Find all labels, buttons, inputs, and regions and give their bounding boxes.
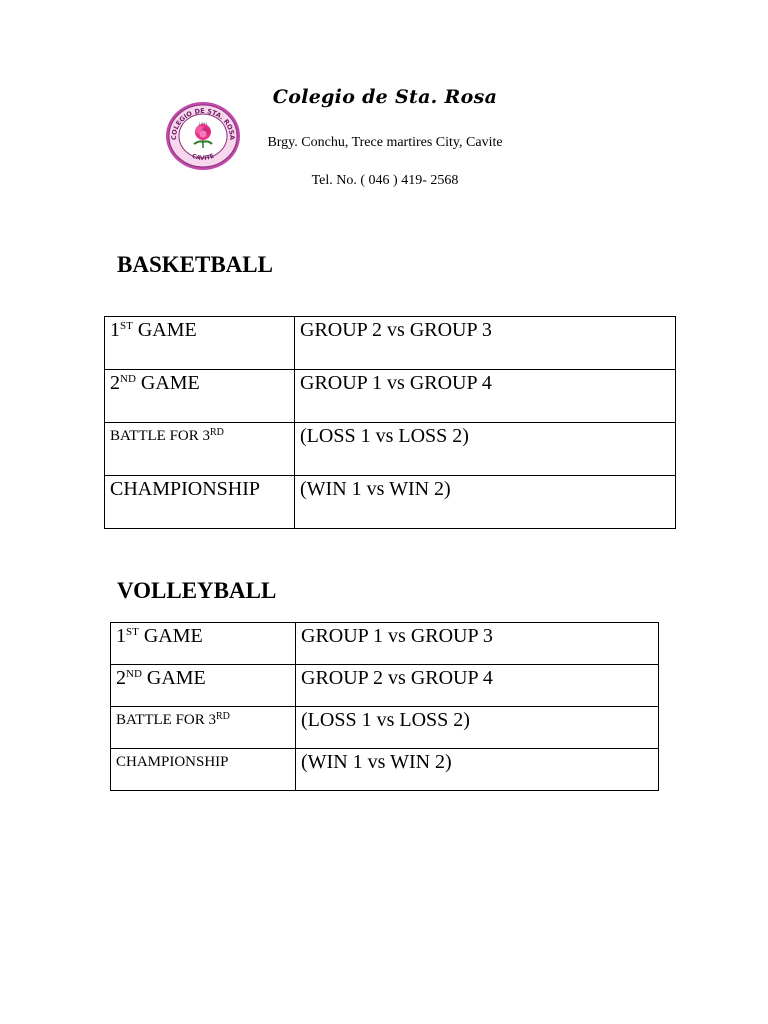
game-label-cell: BATTLE FOR 3RD	[105, 423, 295, 476]
game-label-cell: CHAMPIONSHIP	[105, 476, 295, 529]
logo-top-text: COLEGIO DE STA. ROSA	[169, 106, 237, 141]
matchup-cell: (LOSS 1 vs LOSS 2)	[295, 423, 676, 476]
table-row	[111, 665, 659, 707]
game-label-cell: CHAMPIONSHIP	[111, 749, 296, 791]
basketball-schedule-table	[104, 316, 676, 529]
table-row	[105, 476, 676, 529]
table-row	[111, 749, 659, 791]
table-row	[105, 423, 676, 476]
school-address: Brgy. Conchu, Trece martires City, Cavite	[267, 135, 503, 150]
table-row	[105, 370, 676, 423]
matchup-cell: GROUP 2 vs GROUP 4	[296, 665, 659, 707]
school-name: Colegio de Sta. Rosa	[272, 86, 498, 108]
matchup-cell: GROUP 2 vs GROUP 3	[295, 317, 676, 370]
volleyball-schedule-table	[110, 622, 659, 791]
game-label-cell: 1ST GAME	[105, 317, 295, 370]
matchup-cell: GROUP 1 vs GROUP 4	[295, 370, 676, 423]
table-row	[111, 707, 659, 749]
table-row	[111, 623, 659, 665]
logo-year: 1991	[198, 122, 208, 126]
matchup-cell: (WIN 1 vs WIN 2)	[296, 749, 659, 791]
logo-bottom-text: CAVITE	[190, 152, 216, 162]
matchup-cell: (LOSS 1 vs LOSS 2)	[296, 707, 659, 749]
game-label-cell: 2ND GAME	[111, 665, 296, 707]
basketball-title: BASKETBALL	[117, 252, 273, 277]
matchup-cell: GROUP 1 vs GROUP 3	[296, 623, 659, 665]
game-label-cell: BATTLE FOR 3RD	[111, 707, 296, 749]
matchup-cell: (WIN 1 vs WIN 2)	[295, 476, 676, 529]
school-telephone: Tel. No. ( 046 ) 419- 2568	[311, 173, 459, 188]
game-label-cell: 2ND GAME	[105, 370, 295, 423]
game-label-cell: 1ST GAME	[111, 623, 296, 665]
table-row	[105, 317, 676, 370]
volleyball-title: VOLLEYBALL	[117, 578, 277, 603]
